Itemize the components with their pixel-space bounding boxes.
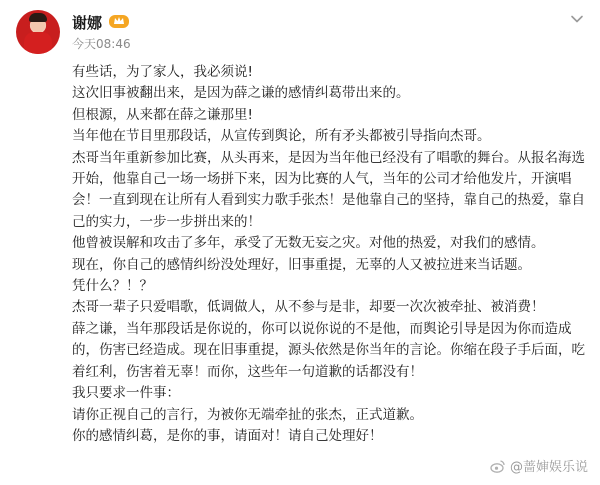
post-paragraph: 你的感情纠葛，是你的事，请面对！请自己处理好！ xyxy=(72,427,383,444)
post-paragraph: 薛之谦，当年那段话是你说的，你可以说你说的不是他，而舆论引导是因为你而造成的，伤害已经造成。现在旧事重提，源头依然是你当年的言论。你缩在段子手后面，吃着红利，伤害着无辜！而你，这些年一句道歉的话都没有！ xyxy=(72,320,585,380)
post-paragraph: 有些话，为了家人，我必须说! xyxy=(72,64,253,80)
post-timestamp: 今天08:46 xyxy=(72,37,131,51)
post-paragraph: 现在，你自己的感情纠纷没处理好，旧事重提，无辜的人又被拉进来当话题。 xyxy=(72,256,531,273)
watermark xyxy=(490,456,588,475)
post-paragraph: 当年他在节目里那段话，从宣传到舆论，所有矛头都被引导指向杰哥。 xyxy=(72,128,491,145)
post-paragraph: 凭什么？！？ xyxy=(72,278,153,295)
post-paragraph: 他曾被误解和攻击了多年，承受了无数无妄之灾。对他的热爱，对我们的感情。 xyxy=(72,235,545,252)
post-paragraph: 但根源，从来都在薛之谦那里! xyxy=(72,106,253,123)
avatar[interactable] xyxy=(16,10,60,54)
vip-crown-icon xyxy=(108,12,130,30)
watermark-text: @蔷婶娱乐说 xyxy=(509,460,588,475)
post-paragraph: 请你正视自己的言行，为被你无端牵扯的张杰，正式道歉。 xyxy=(72,406,423,423)
post-paragraph: 杰哥当年重新参加比赛，从头再来，是因为当年他已经没有了唱歌的舞台。从报名海选开始，他靠自己一场一场拼下来，因为比赛的人气，当年的公司才给他发片，开演唱会！一直到现在让所有人看到实力歌手张杰！是他靠自己的坚持，靠自己的热爱，靠自己的实力，一步一步拼出来的！ xyxy=(72,149,585,230)
post-paragraph: 这次旧事被翻出来，是因为薛之谦的感情纠葛带出来的。 xyxy=(72,85,410,102)
weibo-logo-icon xyxy=(490,458,506,474)
post-paragraph: 杰哥一辈子只爱唱歌，低调做人，从不参与是非，却要一次次被牵扯、被消费！ xyxy=(72,299,545,316)
post-content xyxy=(72,62,588,447)
username[interactable]: 谢娜 xyxy=(72,14,103,32)
chevron-down-icon[interactable] xyxy=(570,12,584,26)
post-paragraph: 我只要求一件事： xyxy=(72,385,180,402)
